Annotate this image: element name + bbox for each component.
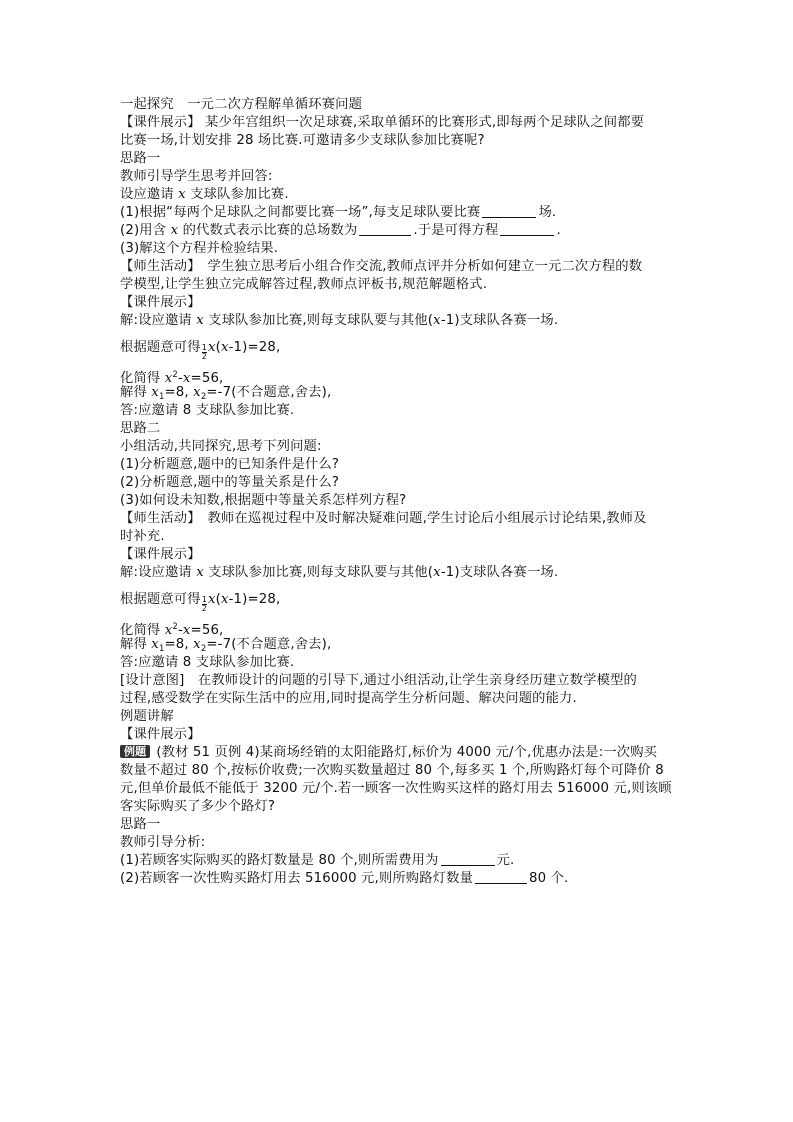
document-page [120, 96, 680, 888]
example-line: 元,但单价最低不能低于 3200 元/个.若一顾客一次性购买这样的路灯用去 516000 元,则该顾 [120, 781, 672, 796]
subheading: 思路二 [120, 421, 161, 436]
question-line: (2)分析题意,题中的等量关系是什么? [120, 475, 340, 490]
subheading: 【课件展示】 [120, 727, 201, 742]
solution-line: 根据题意可得 $\frac{1}{2}$ x(x-1)=28, [120, 340, 281, 361]
solution-line: 解得 $x_1=8$, $x_2=-7$(不合题意,舍去), [120, 637, 332, 654]
solution-line: 解:设应邀请 x 支球队参加比赛,则每支球队要与其他(x-1)支球队各赛一场. [120, 313, 559, 328]
subheading: 例题讲解 [120, 709, 174, 724]
answer-blank[interactable] [441, 852, 495, 866]
subheading: 思路一 [120, 151, 161, 166]
question-line: (2)用含 x 的代数式表示比赛的总场数为 .于是可得方程 . [120, 223, 561, 238]
solution-line: 答:应邀请 8 支球队参加比赛. [120, 655, 295, 670]
solution-line: 化简得 $x^2-x=56$, [120, 370, 224, 386]
example-line: 数量不超过 80 个,按标价收费;一次购买数量超过 80 个,每多买 1 个,所购路灯每个可降价 8 [120, 763, 664, 778]
fraction: $\frac{1}{2}$ [201, 343, 207, 361]
paragraph-line: 时补充. [120, 529, 165, 544]
fraction: $\frac{1}{2}$ [201, 595, 207, 613]
solution-line: 答:应邀请 8 支球队参加比赛. [120, 403, 295, 418]
paragraph-line: 过程,感受数学在实际生活中的应用,同时提高学生分析问题、解决问题的能力. [120, 691, 577, 706]
answer-blank[interactable] [359, 222, 411, 236]
paragraph-line: 学模型,让学生独立完成解答过程,教师点评板书,规范解题格式. [120, 277, 488, 292]
subheading: 【课件展示】 [120, 547, 201, 562]
question-line: (1)若顾客实际购买的路灯数量是 80 个,则所需费用为 元. [120, 853, 515, 868]
paragraph-line: 【师生活动】 学生独立思考后小组合作交流,教师点评并分析如何建立一元二次方程的数 [120, 259, 643, 274]
paragraph-line: 教师引导学生思考并回答: [120, 169, 273, 184]
question-line: (2)若顾客一次性购买路灯用去 516000 元,则所购路灯数量 80 个. [120, 871, 569, 886]
example-line: 客实际购买了多少个路灯? [120, 799, 276, 814]
section-heading: 一起探究 一元二次方程解单循环赛问题 [120, 97, 363, 112]
solution-line: 解得 $x_1=8$, $x_2=-7$(不合题意,舍去), [120, 385, 332, 402]
solution-line: 根据题意可得 $\frac{1}{2}$ x(x-1)=28, [120, 592, 281, 613]
paragraph-line: 【课件展示】 某少年宫组织一次足球赛,采取单循环的比赛形式,即每两个足球队之间都要 [120, 115, 645, 130]
solution-line: 解:设应邀请 x 支球队参加比赛,则每支球队要与其他(x-1)支球队各赛一场. [120, 565, 559, 580]
question-line: (3)解这个方程并检验结果. [120, 241, 279, 256]
solution-line: 化简得 $x^2-x=56$, [120, 622, 224, 638]
subheading: 【课件展示】 [120, 295, 201, 310]
paragraph-line: [设计意图] 在教师设计的问题的引导下,通过小组活动,让学生亲身经历建立数学模型的 [120, 673, 637, 688]
answer-blank[interactable] [500, 222, 554, 236]
example-line: 例题 (教材 51 页例 4)某商场经销的太阳能路灯,标价为 4000 元/个,优惠办法是:一次购买 [120, 744, 680, 762]
example-badge: 例题 [120, 745, 150, 758]
answer-blank[interactable] [475, 870, 527, 884]
paragraph-line: 比赛一场,计划安排 28 场比赛.可邀请多少支球队参加比赛呢? [120, 133, 485, 148]
paragraph-line: 【师生活动】 教师在巡视过程中及时解决疑难问题,学生讨论后小组展示讨论结果,教师及 [120, 511, 647, 526]
question-line: (1)分析题意,题中的已知条件是什么? [120, 457, 340, 472]
question-line: (3)如何设未知数,根据题中等量关系怎样列方程? [120, 493, 407, 508]
paragraph-line: 小组活动,共同探究,思考下列问题: [120, 439, 322, 454]
answer-blank[interactable] [482, 204, 536, 218]
paragraph-line: 设应邀请 x 支球队参加比赛. [120, 187, 289, 202]
paragraph-line: 教师引导分析: [120, 835, 206, 850]
subheading: 思路一 [120, 817, 161, 832]
question-line: (1)根据“每两个足球队之间都要比赛一场”,每支足球队要比赛 场. [120, 205, 557, 220]
